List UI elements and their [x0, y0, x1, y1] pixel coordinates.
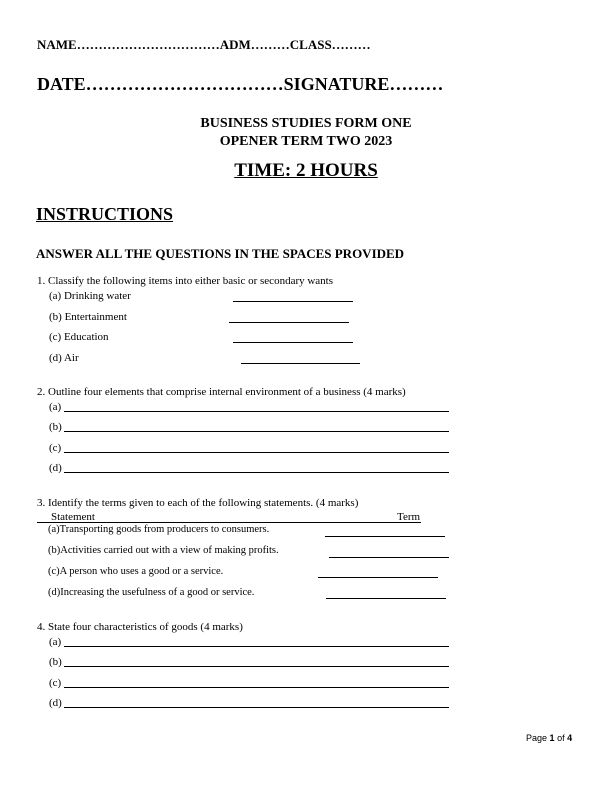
q4-item-d: (d) — [49, 697, 62, 709]
q3-term-line-d[interactable] — [326, 598, 446, 599]
q4-answer-line-b[interactable] — [64, 666, 449, 667]
q2-prompt: 2. Outline four elements that comprise internal environment of a business (4 marks) — [37, 386, 406, 398]
name-adm-class-line: NAME……………………………ADM………CLASS……… — [37, 37, 371, 52]
q2-item-d: (d) — [49, 462, 62, 474]
instructions-text: ANSWER ALL THE QUESTIONS IN THE SPACES PROVIDED — [36, 246, 405, 261]
q2-item-c: (c) — [49, 442, 62, 454]
q4-answer-line-a[interactable] — [64, 646, 449, 647]
q3-statement-a: (a)Transporting goods from producers to consumers. — [48, 524, 270, 535]
q2-answer-line-b[interactable] — [64, 431, 449, 432]
q4-answer-line-c[interactable] — [64, 687, 449, 688]
q1-answer-line-c[interactable] — [233, 342, 353, 343]
q1-prompt: 1. Classify the following items into either basic or secondary wants — [37, 275, 334, 287]
q1-item-c: (c) Education — [49, 331, 109, 343]
q1-item-d: (d) Air — [49, 352, 79, 364]
q1-answer-line-d[interactable] — [241, 363, 360, 364]
q3-term-line-a[interactable] — [325, 536, 445, 537]
q3-term-line-c[interactable] — [318, 577, 438, 578]
q1-item-a: (a) Drinking water — [49, 290, 131, 302]
q2-answer-line-a[interactable] — [64, 411, 449, 412]
q1-answer-line-a[interactable] — [233, 301, 353, 302]
q2-answer-line-c[interactable] — [64, 452, 449, 453]
page-of-label: of — [557, 733, 565, 743]
q1-item-b: (b) Entertainment — [49, 311, 127, 323]
q4-answer-line-d[interactable] — [64, 707, 449, 708]
q3-col-term: Term — [397, 511, 421, 523]
q2-answer-line-d[interactable] — [64, 472, 449, 473]
page-current: 1 — [549, 733, 555, 743]
instructions-heading: INSTRUCTIONS — [36, 204, 174, 224]
page-label: Page — [526, 733, 548, 743]
q4-item-a: (a) — [49, 636, 62, 648]
q3-statement-c: (c)A person who uses a good or a service. — [48, 566, 224, 577]
q4-item-b: (b) — [49, 656, 62, 668]
q3-statement-b: (b)Activities carried out with a view of making profits. — [48, 545, 279, 556]
q4-prompt: 4. State four characteristics of goods (4 marks) — [37, 621, 243, 633]
exam-duration: TIME: 2 HOURS — [234, 160, 378, 181]
q1-answer-line-b[interactable] — [229, 322, 349, 323]
date-signature-line: DATE……………………………SIGNATURE……… — [37, 74, 444, 94]
q4-item-c: (c) — [49, 677, 62, 689]
q2-item-a: (a) — [49, 401, 62, 413]
page-number — [526, 733, 572, 743]
page-total: 4 — [567, 733, 573, 743]
exam-title: BUSINESS STUDIES FORM ONE — [200, 116, 412, 131]
q3-prompt: 3. Identify the terms given to each of the following statements. (4 marks) — [37, 497, 359, 509]
exam-subtitle: OPENER TERM TWO 2023 — [219, 134, 393, 149]
q3-header-rule — [37, 522, 421, 523]
q3-term-line-b[interactable] — [329, 557, 449, 558]
q3-col-statement: Statement — [51, 511, 95, 523]
q2-item-b: (b) — [49, 421, 62, 433]
q3-statement-d: (d)Increasing the usefulness of a good or service. — [48, 587, 255, 598]
